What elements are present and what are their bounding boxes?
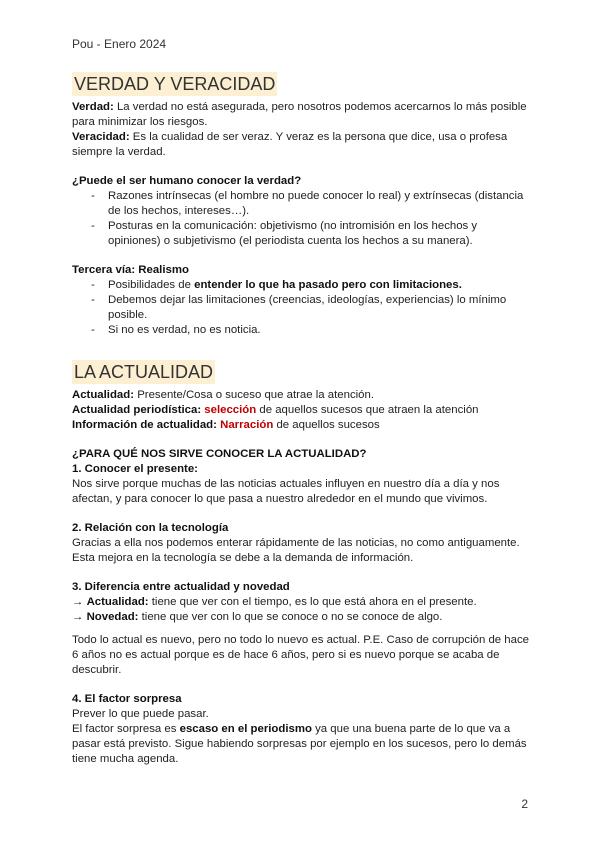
list-item: - Posturas en la comunicación: objetivismo (no intromisión en los hechos y opiniones) o subjetivismo (el periodista cuenta los hechos a su manera). [72,219,532,249]
actualidad-section [72,356,532,767]
page-content [72,68,532,767]
tercera-via-list [72,278,532,338]
def-verdad: Verdad: La verdad no está asegurada, pero nosotros podemos acercarnos lo más posible para minimizar los riesgos. [72,101,527,128]
spacer [72,625,532,633]
spacer [72,249,532,263]
page-header: Pou - Enero 2024 [72,37,167,51]
point-4-title: 4. El factor sorpresa [72,693,182,705]
def-actualidad: Actualidad: Presente/Cosa o suceso que atrae la atención. [72,389,375,401]
def-actualidad-periodistica: Actualidad periodística: selección de aquellos sucesos que atraen la atención [72,404,479,416]
spacer [72,507,532,521]
question-list [72,189,532,249]
tercera-via-heading: Tercera vía: Realismo [72,264,189,276]
point-2-text: Gracias a ella nos podemos enterar rápidamente de las noticias, no como antiguamente. Esta mejora en la tecnología se debe a la demanda de información. [72,537,520,564]
section-title-actualidad: LA ACTUALIDAD [74,362,214,382]
point-2-title: 2. Relación con la tecnología [72,522,229,534]
spacer [72,678,532,692]
point-4-line1: Prever lo que puede pasar. [72,708,209,720]
list-item: - Si no es verdad, no es noticia. [72,323,532,338]
list-item: - Posibilidades de entender lo que ha pasado pero con limitaciones. [72,278,532,293]
point-3-extra: Todo lo actual es nuevo, pero no todo lo nuevo es actual. P.E. Caso de corrupción de hace 6 años no es actual porque es de hace 6 años, pero si es nuevo porque se acaba de descubrir. [72,634,529,676]
point-3-title: 3. Diferencia entre actualidad y novedad [72,581,290,593]
arrow-icon: → [72,596,87,608]
para-que-heading: ¿PARA QUÉ NOS SIRVE CONOCER LA ACTUALIDAD? [72,448,367,460]
point-3-actualidad: → Actualidad: tiene que ver con el tiempo, es lo que está ahora en el presente. [72,596,477,608]
section-title-verdad: VERDAD Y VERACIDAD [74,74,276,94]
list-item: - Razones intrínsecas (el hombre no puede conocer lo real) y extrínsecas (distancia de los hechos, intereses…). [72,189,532,219]
spacer [72,160,532,174]
def-veracidad: Veracidad: Es la cualidad de ser veraz. Y veraz es la persona que dice, usa o profesa siempre la verdad. [72,131,508,158]
point-1-text: Nos sirve porque muchas de las noticias actuales influyen en nuestro día a día y nos afectan, y para conocer lo que pasa a nuestro alrededor en el mundo que vivimos. [72,478,500,505]
def-informacion-actualidad: Información de actualidad: Narración de aquellos sucesos [72,419,380,431]
spacer [72,433,532,447]
point-1-title: 1. Conocer el presente: [72,463,198,475]
spacer [72,566,532,580]
question-heading: ¿Puede el ser humano conocer la verdad? [72,175,302,187]
arrow-icon: → [72,611,87,623]
list-item: - Debemos dejar las limitaciones (creencias, ideologías, experiencias) lo mínimo posible. [72,293,532,323]
point-3-novedad: → Novedad: tiene que ver con lo que se conoce o no se conoce de algo. [72,611,443,623]
page-number: 2 [521,797,528,811]
point-4-text: El factor sorpresa es escaso en el periodismo ya que una buena parte de lo que va a pasar está previsto. Sigue habiendo sorpresas por ejemplo en los sucesos, pero lo demás tiene mucha agenda. [72,723,527,765]
